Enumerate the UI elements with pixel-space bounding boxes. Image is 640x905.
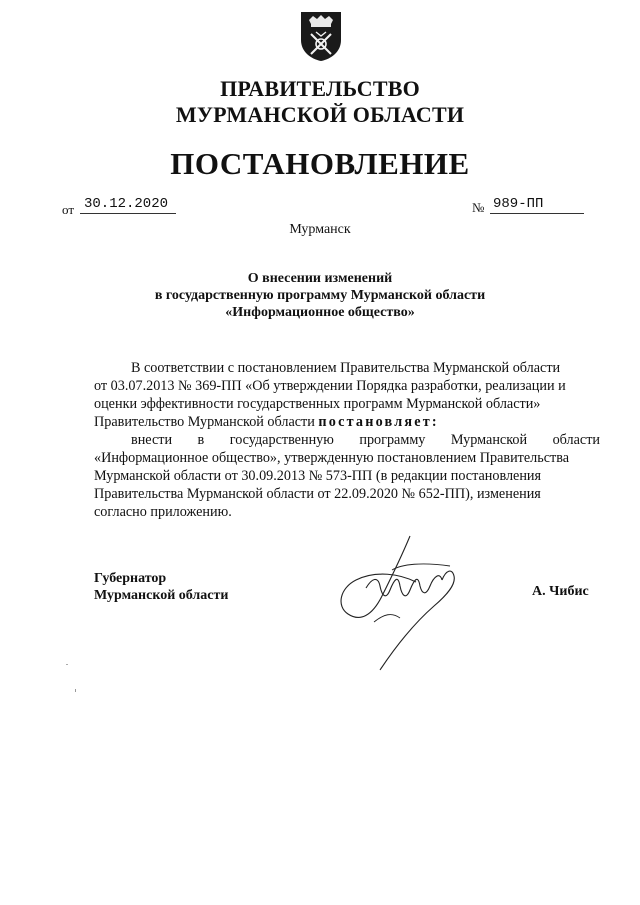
subject-line1: О внесении изменений [247,271,393,286]
scan-speck [75,689,76,692]
government-title-line2: МУРМАНСКОЙ ОБЛАСТИ [175,102,465,127]
body-line: от 03.07.2013 № 369-ПП «Об утверждении Порядка разработки, реализации и [94,378,566,394]
subject-line2: в государственную программу Мурманской области [154,288,486,303]
body-line [94,413,600,431]
subject-line3: «Информационное общество» [225,305,415,320]
scan-speck [66,664,68,665]
body-line: В соответствии с постановлением Правительства Мурманской области [131,360,561,376]
body-line: Правительства Мурманской области от 22.09.2020 № 652-ПП), изменения [94,486,541,502]
document-type-title: ПОСТАНОВЛЕНИЕ [170,146,470,181]
body-paragraph-1 [94,359,600,431]
body-line: оценки эффективности государственных программ Мурманской области» [94,396,541,412]
signer-title-line2: Мурманской области [94,588,229,603]
signer-title-line1: Губернатор [94,571,167,586]
coat-of-arms-icon [299,10,343,62]
document-subject [0,270,640,321]
number-prefix: № [472,200,485,215]
body-paragraph-2 [94,431,600,521]
body-line: внести в государственную программу Мурманской области [131,432,600,448]
body-line-part: Правительство Мурманской области [94,414,315,430]
document-number: 989-ПП [493,196,544,212]
document-city: Мурманск [289,222,351,237]
body-line: Мурманской области от 30.09.2013 № 573-ПП (в редакции постановления [94,468,542,484]
signer-name: А. Чибис [532,584,589,599]
body-line: «Информационное общество», утвержденную постановлением Правительства [94,450,570,466]
government-title-line1: ПРАВИТЕЛЬСТВО [220,76,420,101]
date-prefix: от [62,202,75,217]
body-line: согласно приложению. [94,504,232,520]
document-date: 30.12.2020 [84,196,169,212]
handwritten-signature [330,530,470,685]
signer-title [94,570,228,604]
resolves-keyword: постановляет: [318,414,439,430]
